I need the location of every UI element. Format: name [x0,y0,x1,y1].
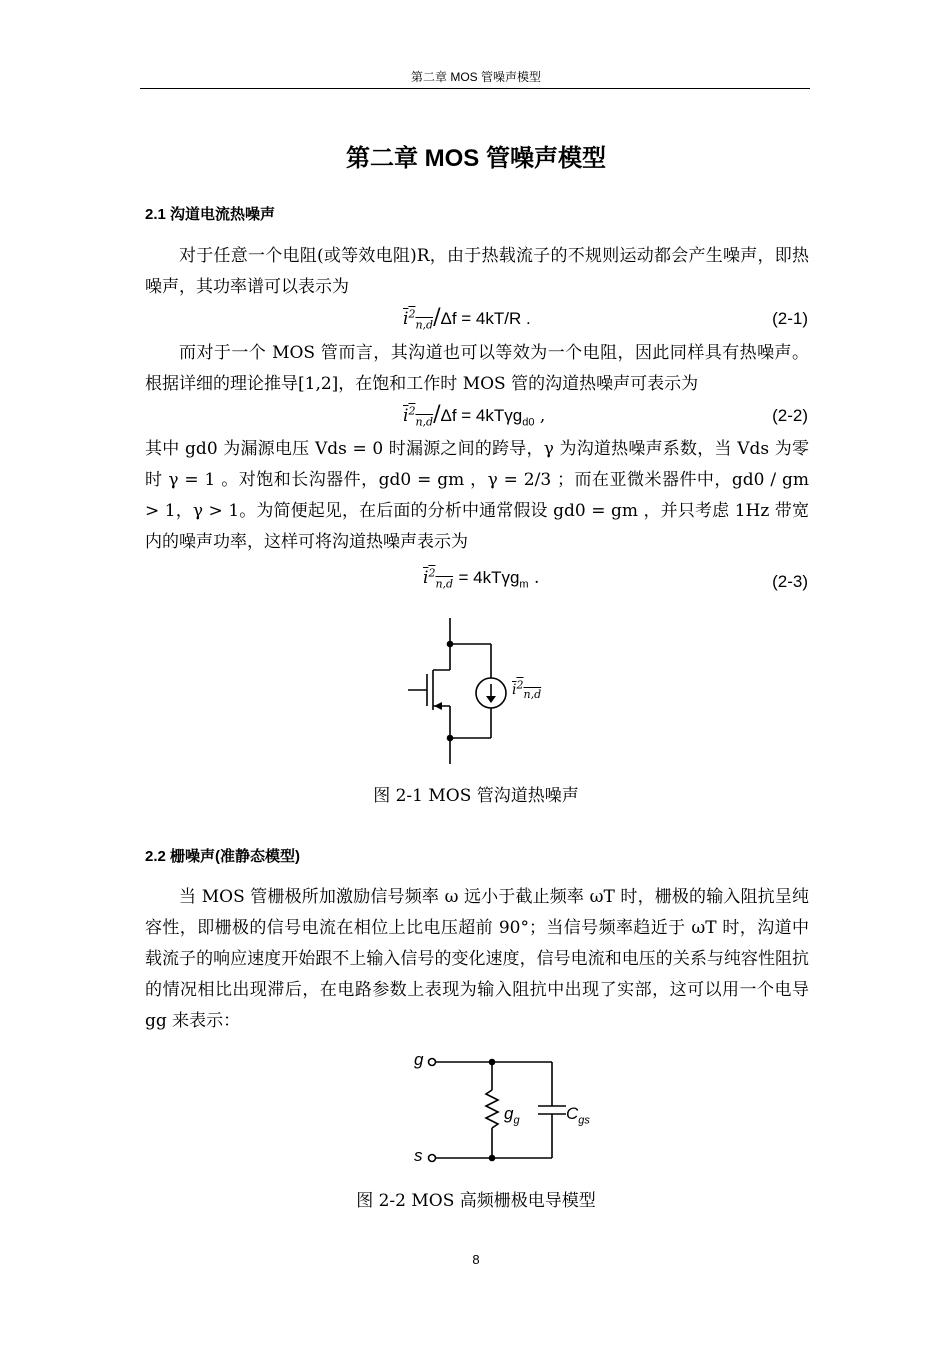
running-header: 第二章 MOS 管噪声模型 [410,70,541,84]
noise-current: $i^2_{n,d}$ [403,307,434,332]
paragraph-1: 对于任意一个电阻(或等效电阻)R，由于热载流子的不规则运动都会产生噪声，即热噪声，其功率谱可以表示为 [145,246,809,297]
equation-number-2-3: (2-3) [772,572,808,591]
equation-number-2-2: (2-2) [772,406,808,425]
paragraph-2: 而对于一个 MOS 管而言，其沟道也可以等效为一个电阻，因此同样具有热噪声。根据详细的理论推导[1,2]，在饱和工作时 MOS 管的沟道热噪声可表示为 [145,343,809,394]
paragraph-4: 当 MOS 管栅极所加激励信号频率 ω 远小于截止频率 ωT 时，栅极的输入阻抗呈纯容性，即栅极的信号电流在相位上比电压超前 90°；当信号频率趋近于 ωT 时，沟道中载流子的响应速度开始跟不上输入信号的变化速度，信号电流和电压的关系与纯容性阻抗的情况相比出现滞后，在电路参数上表现为输入阻抗中出现了实部，这可以用一个电导 gg 来表示： [145,887,809,1031]
page-number: 8 [472,1252,480,1267]
equation-2-1: $i^2_{n,d}/\Delta f = 4kT/R$ . [403,305,531,332]
header-rule [140,88,810,89]
capacitance-label: $C_{gs}$ [566,1104,590,1127]
node-g-label: g [414,1050,424,1069]
section-heading-2-1: 2.1 沟道电流热噪声 [145,206,276,223]
figure-2-caption: 图 2-2 MOS 高频栅极电导模型 [356,1191,596,1211]
conductance-label: $g_g$ [504,1104,520,1127]
section-heading-2-2: 2.2 栅噪声(准静态模型) [145,848,301,865]
equation-number-2-1: (2-1) [772,309,808,328]
figure-1-noise-label: $i^2_{n,d}$ [512,678,542,701]
figure-1-caption: 图 2-1 MOS 管沟道热噪声 [373,786,579,806]
chapter-title: 第二章 MOS 管噪声模型 [345,145,606,172]
equation-2-2: $i^2_{n,d}/\Delta f = 4kT\gamma g_{d0}$ , [403,402,546,429]
paragraph-3: 其中 gd0 为漏源电压 Vds = 0 时漏源之间的跨导，γ 为沟道热噪声系数，当 Vds 为零时 γ = 1 。对饱和长沟器件，gd0 = gm ，γ = 2/3 ；而在亚微米器件中，gd0 / gm > 1，γ > 1。为简便起见，在后面的分析中通常假设 gd0 = gm ，并只考虑 1Hz 带宽内的噪声功率，这样可将沟道热噪声表示为 [145,439,809,552]
equation-2-3: $i^2_{n,d} = 4kT\gamma g_m$ . [423,566,540,591]
node-s-label: s [414,1146,423,1165]
